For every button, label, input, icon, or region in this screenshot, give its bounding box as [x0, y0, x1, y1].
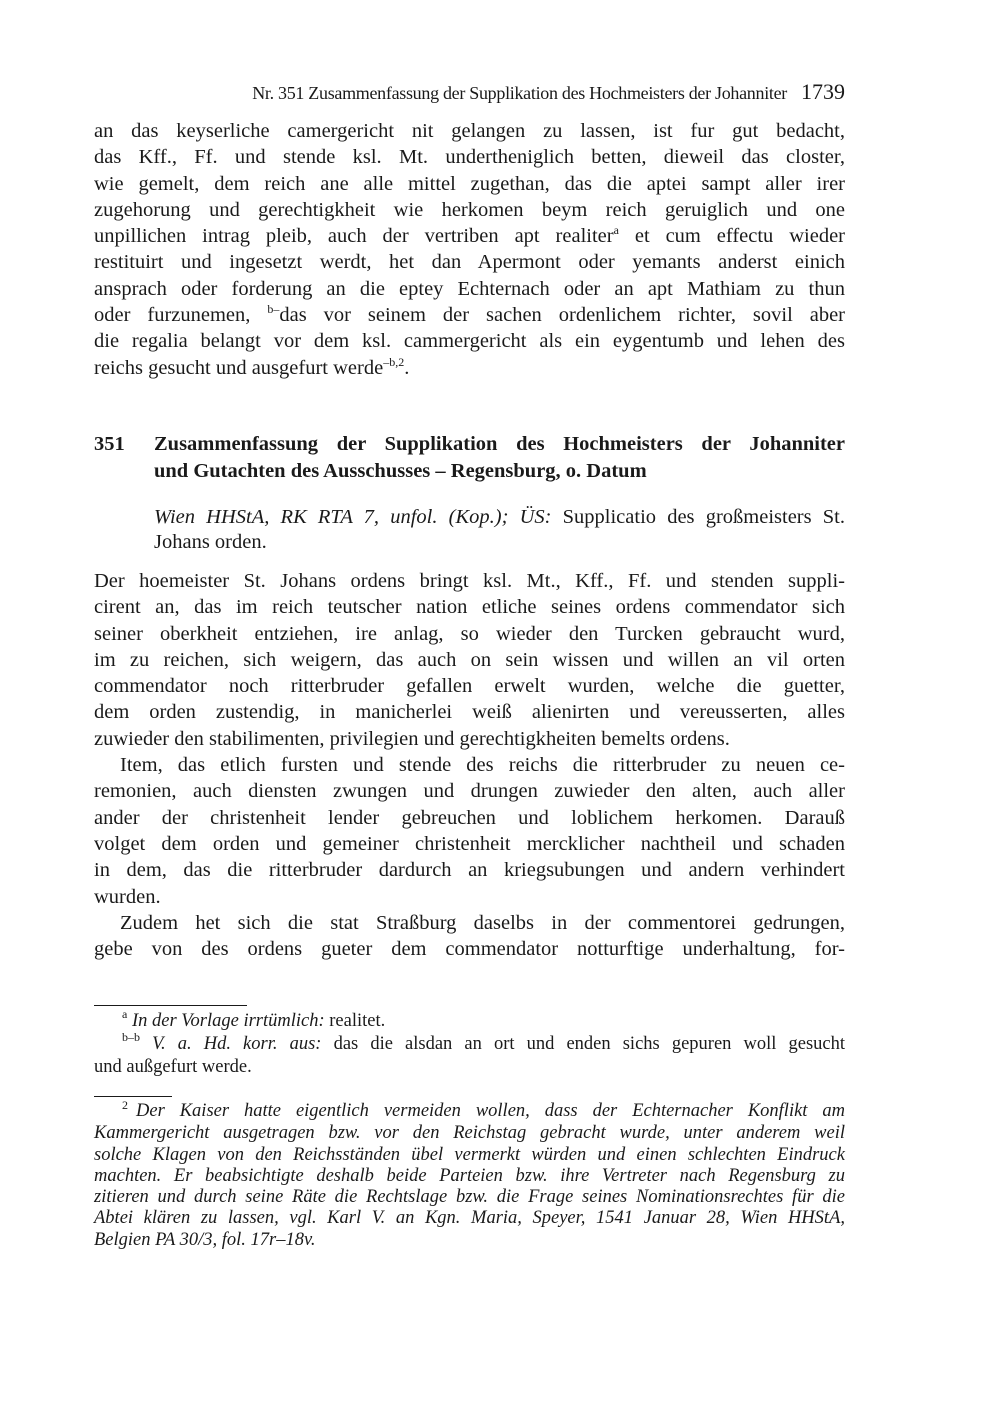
text-line: Der hoemeister St. Johans ordens bringt ksl. Mt., Kff., Ff. und stenden suppli- [94, 570, 845, 592]
text-segment: das vor seinem der sachen ordenlichem richter, sovil aber [279, 304, 845, 327]
text-line: ander der christenheit lender gebreuchen und loblichem herkomen. Darauß [94, 806, 845, 829]
footnote-ref-a[interactable]: a [613, 223, 619, 238]
note-continuation: und außgefurt werde. [94, 1057, 252, 1077]
text-line: wurden. [94, 885, 161, 908]
text-line: an das keyserliche camergericht nit gelangen zu lassen, ist fur gut bedacht, [94, 120, 845, 142]
note-text: das die alsdan an ort und enden sichs gepuren woll gesucht [321, 1034, 846, 1054]
note-text: Der Kaiser hatte eigentlich vermeiden wollen, dass der Echternacher Konflikt am [136, 1101, 845, 1121]
text-line: im zu reichen, sich weigern, das auch on sein wissen und willen an vil orten [94, 648, 845, 671]
commentary-note-line [94, 1098, 845, 1123]
text-line: zugehorung und gerechtigkheit wie herkomen beym reich geruiglich und one [94, 198, 845, 221]
text-line: in dem, das die ritterbruder dardurch an kriegsubungen und andern verhindert [94, 859, 845, 882]
commentary-notes [94, 1098, 845, 1251]
text-line: das Kff., Ff. und stende ksl. Mt. undertheniglich betten, dieweil das closter, [94, 146, 845, 169]
text-line: zuwieder den stabilimenten, privilegien und gerechtigkheiten bemelts ordens. [94, 727, 730, 750]
commentary-divider [94, 1096, 172, 1097]
note-italic: In der Vorlage irrtümlich: [131, 1011, 325, 1031]
source-heading-text: Supplicatio des großmeisters St. [551, 506, 845, 528]
text-line: commendator noch ritterbruder gefallen erwelt wurden, welche die guetter, [94, 675, 845, 698]
text-line [94, 355, 845, 381]
running-head-title: Nr. 351 Zusammenfassung der Supplikation des Hochmeisters der Johanniter [252, 83, 787, 103]
commentary-note-line: Abtei klären zu lassen, vgl. Karl V. an Kgn. Maria, Speyer, 1541 Januar 28, Wien HHStA, [94, 1208, 845, 1229]
text-line: cirent an, das im reich teutscher nation etliche seines ordens commendator sich [94, 596, 845, 619]
text-line: Item, das etlich fursten und stende des reichs die ritterbruder zu neuen ce- [120, 754, 845, 777]
text-line: remonien, auch diensten zwungen und drungen zuwieder den alten, auch aller [94, 780, 845, 803]
note-mark: b–b [122, 1030, 140, 1044]
document-number: 351 [94, 433, 125, 455]
text-line: ansprach oder forderung an die eptey Echternach oder an apt Mathiam zu thun [94, 277, 845, 300]
text-line: restituirt und ingesetzt werdt, het dan Apermont oder yemants anderst einich [94, 251, 845, 274]
text-segment: unpillichen intrag pleib, auch der vertriben apt realiter [94, 225, 614, 248]
commentary-note-line: zitieren und durch seine Räte die Rechtslage bzw. die Frage seines Nominationsrechtes für die [94, 1187, 845, 1208]
apparatus-note-b [94, 1030, 846, 1056]
paragraph [94, 568, 845, 752]
note-mark: a [122, 1007, 128, 1021]
text-line: dem orden zustendig, in manicherlei weiß alienirten und vereusserten, alles [94, 701, 845, 724]
apparatus-note-a [94, 1007, 845, 1033]
commentary-note-line: Belgien PA 30/3, fol. 17r–18v. [94, 1229, 316, 1250]
commentary-note-line: Kammergericht ausgetragen bzw. vor den Reichstag gebracht wurde, unter anderem weil [94, 1123, 845, 1144]
document-body [94, 568, 845, 962]
running-head [94, 80, 845, 105]
note-italic: V. a. Hd. korr. aus: [152, 1034, 322, 1054]
text-line [94, 302, 845, 328]
footnote-ref-b-start[interactable]: b– [267, 302, 280, 317]
source-archive: Wien HHStA, RK RTA 7, unfol. (Kop.); ÜS: [154, 506, 552, 528]
note-text: realitet. [324, 1011, 386, 1031]
text-line: volget dem orden und gemeiner christenheit mercklicher nachtheil und schaden [94, 832, 845, 855]
document-title [154, 431, 845, 485]
text-line: Zudem het sich die stat Straßburg daselbs in der commentorei gedrungen, [120, 911, 845, 934]
text-line: wie gemelt, dem reich ane alle mittel zugethan, das die aptei sampt aller irer [94, 172, 845, 195]
footnote-divider [94, 1005, 247, 1006]
text-line: seiner oberkheit entziehen, ire anlag, so wieder den Turcken gebraucht wurd, [94, 622, 845, 645]
note-mark: 2 [122, 1098, 128, 1112]
text-line: die regalia belangt vor dem ksl. cammergericht als ein eygentumb und lehen des [94, 330, 845, 353]
text-segment: et cum effectu wieder [618, 225, 846, 248]
source-line: Johans orden. [154, 531, 267, 553]
apparatus-notes [94, 1007, 846, 1079]
page-number: 1739 [801, 79, 845, 104]
paragraph [94, 910, 845, 963]
document-heading [94, 431, 845, 485]
title-line: und Gutachten des Ausschusses – Regensburg, o. Datum [154, 460, 647, 482]
title-line: Zusammenfassung der Supplikation des Hochmeisters der Johanniter [154, 433, 845, 455]
source-citation [154, 505, 845, 555]
continuation-text [94, 118, 845, 381]
footnote-ref-b-end-2[interactable]: –b,2 [383, 354, 405, 369]
text-line: gebe von des ordens gueter dem commendator notturftige underhaltung, for- [94, 938, 845, 961]
source-line [154, 505, 845, 530]
text-segment: oder furzunemen, [94, 304, 268, 327]
commentary-note-line: solche Klagen von den Reichsständen übel vermerkt würden und einen schlechten Eindruck [94, 1144, 845, 1165]
text-line [94, 223, 845, 249]
text-segment: reichs gesucht und ausgefurt werde [94, 356, 384, 379]
paragraph [94, 752, 845, 910]
commentary-note-line: machten. Er beabsichtigte deshalb beide Parteien bzw. ihre Vertreter nach Regensburg zu [94, 1165, 845, 1186]
text-segment: . [404, 356, 410, 379]
